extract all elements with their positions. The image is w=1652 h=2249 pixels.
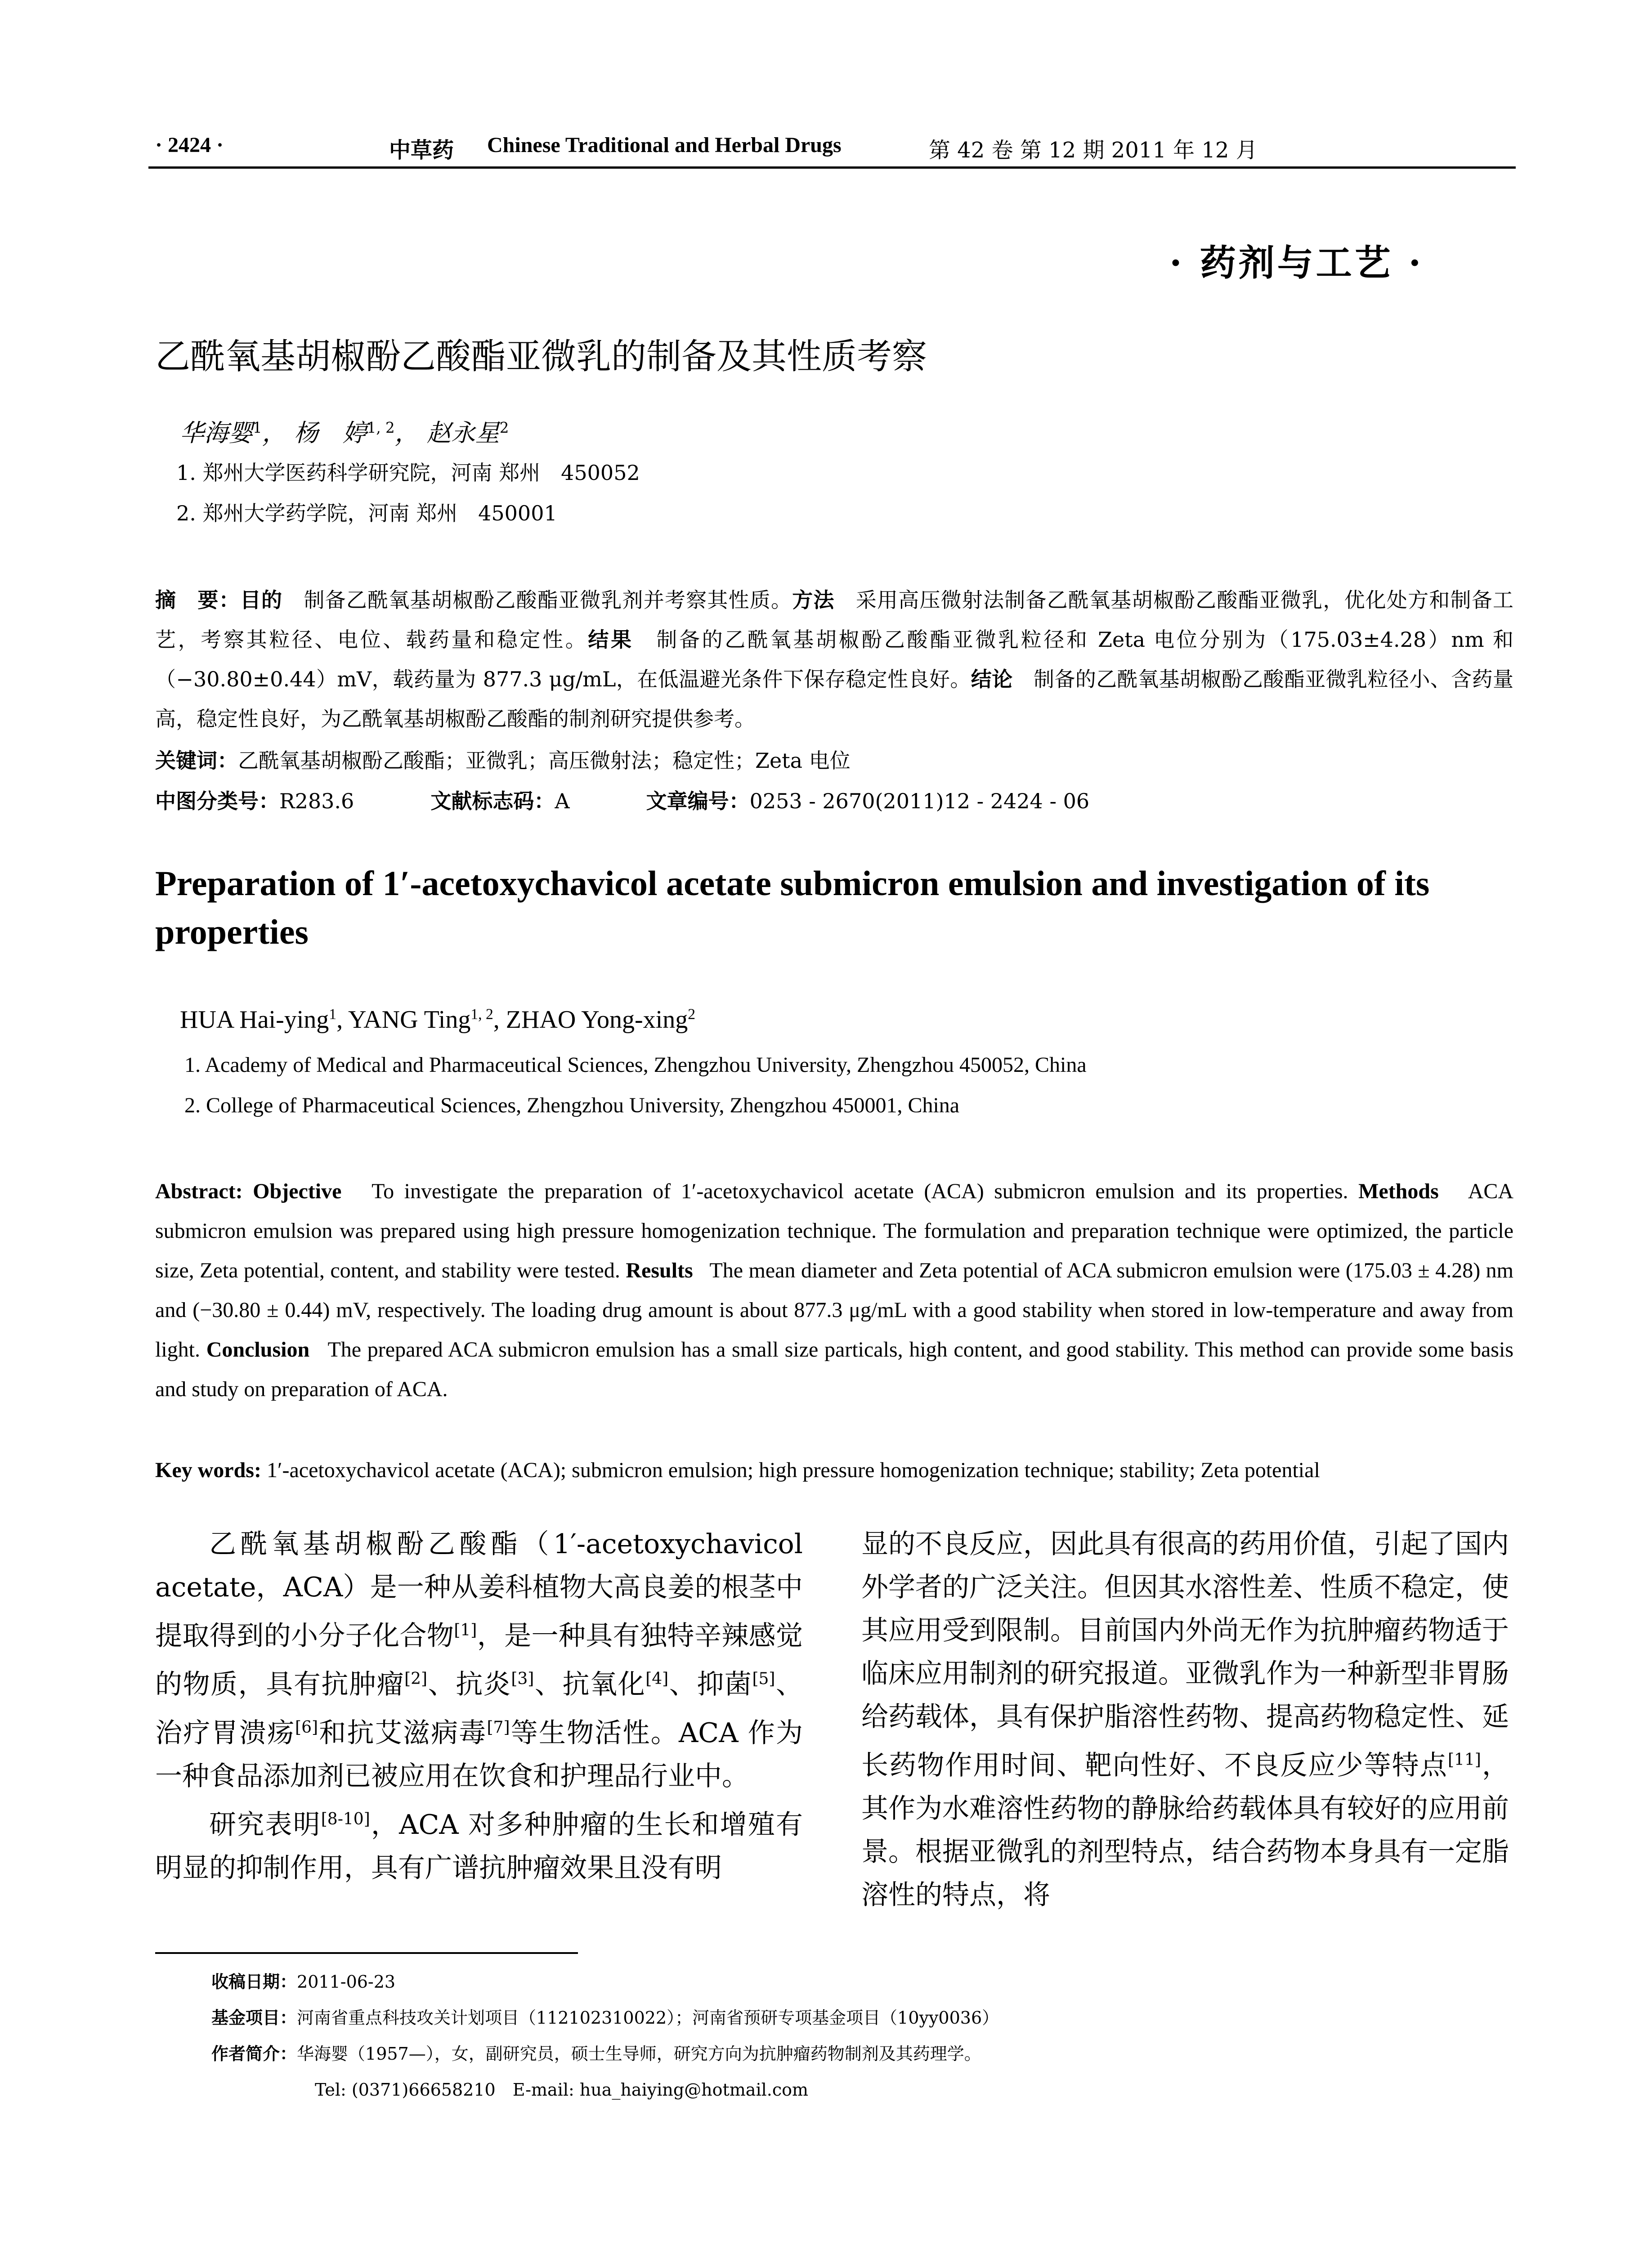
citation-mark: [2]	[404, 1670, 428, 1688]
footnote-received	[211, 1968, 395, 1993]
body-text: ，其作为水难溶性药物的静脉给药载体具有较好的应用前景。根据亚微乳的剂型特点，结合药物本身具有一定脂溶性的特点，将	[861, 1750, 1509, 1911]
footnote-rule	[155, 1952, 578, 1954]
running-header	[155, 133, 1518, 169]
body-text: 、治疗胃溃疡	[155, 1669, 803, 1749]
received-date: 2011-06-23	[297, 1972, 396, 1992]
body-text: 乙酰氧基胡椒酚乙酸酯（1′-acetoxychavicol acetate，ACA）是一种从姜科植物大高良姜的根茎中提取得到的小分子化合物	[155, 1528, 803, 1652]
doc-code-value: A	[555, 789, 570, 813]
clc-value: R283.6	[279, 789, 354, 813]
citation-mark: [6]	[295, 1718, 318, 1737]
english-keywords	[155, 1451, 1513, 1490]
author-name: YANG Ting	[348, 1006, 471, 1034]
author-affiliation-mark: 1	[329, 1006, 337, 1023]
author-affiliation-mark: 2	[499, 419, 509, 436]
citation-mark: [7]	[487, 1718, 510, 1737]
article-no-label: 文章编号：	[646, 789, 750, 813]
english-authors	[180, 1005, 695, 1034]
objective-text: 制备乙酰氧基胡椒酚乙酸酯亚微乳剂并考察其性质。	[282, 588, 792, 612]
objective-text: To investigate the preparation of 1′-acetoxychavicol acetate (ACA) submicron emulsion and its properties.	[372, 1179, 1348, 1203]
body-column-right	[861, 1523, 1509, 1917]
conclusion-text: The prepared ACA submicron emulsion has a small size particals, high content, and good stability. This method can provide some basis and study on preparation of ACA.	[155, 1338, 1514, 1401]
methods-text: ACA submicron emulsion was prepared using high pressure homogenization technique. The formulation and preparation technique were optimized, the particle size, Zeta potential, content, and stability were tested.	[155, 1179, 1514, 1282]
author-affiliation-mark: 1	[253, 419, 262, 436]
classification-line	[155, 785, 1089, 815]
body-text: 等生物活性。ACA 作为一种食品添加剂已被应用在饮食和护理品行业中。	[155, 1717, 803, 1792]
header-rule	[148, 166, 1516, 169]
author-name: 杨 婷	[294, 419, 367, 447]
abstract-label: Abstract:	[155, 1179, 243, 1203]
citation-mark: [3]	[511, 1670, 534, 1688]
english-abstract	[155, 1172, 1513, 1409]
chinese-affiliation-1: 1. 郑州大学医药科学研究院，河南 郑州 450052	[176, 461, 640, 485]
body-paragraph	[861, 1523, 1509, 1917]
keywords-text: 乙酰氧基胡椒酚乙酸酯；亚微乳；高压微射法；稳定性；Zeta 电位	[238, 748, 851, 773]
body-text: 研究表明	[209, 1809, 321, 1841]
chinese-affiliation-2: 2. 郑州大学药学院，河南 郑州 450001	[176, 501, 557, 525]
objective-label: Objective	[253, 1179, 342, 1203]
methods-label: 方法	[792, 588, 835, 612]
author-affiliation-mark: 2	[688, 1006, 696, 1023]
english-affiliation-1: 1. Academy of Medical and Pharmaceutical Sciences, Zhengzhou University, Zhengzhou 450052, China	[184, 1053, 1087, 1077]
conclusion-label: Conclusion	[206, 1338, 310, 1362]
conclusion-text: 制备的乙酰氧基胡椒酚乙酸酯亚微乳粒径小、含药量高，稳定性良好，为乙酰氧基胡椒酚乙酸酯的制剂研究提供参考。	[155, 667, 1514, 731]
chinese-keywords	[155, 744, 851, 774]
results-text: The mean diameter and Zeta potential of ACA submicron emulsion were (175.03 ± 4.28) nm and (−30.80 ± 0.44) mV, respectively. The loading drug amount is about 877.3 μg/mL with a good stability when stored in low-temperature and away from light.	[155, 1259, 1514, 1362]
abstract-label: 摘 要：	[155, 588, 240, 612]
clc-label: 中图分类号：	[155, 789, 279, 813]
author-separator: ,	[336, 1006, 349, 1034]
body-column-left	[155, 1523, 803, 1890]
section-label: · 药剂与工艺 ·	[1169, 242, 1424, 284]
author-name: 华海婴	[180, 419, 253, 447]
citation-mark: [11]	[1448, 1751, 1481, 1769]
fund-label: 基金项目：	[211, 2008, 297, 2028]
results-text: 制备的乙酰氧基胡椒酚乙酸酯亚微乳粒径和 Zeta 电位分别为（175.03±4.28）nm 和（−30.80±0.44）mV，载药量为 877.3 μg/mL，在低温避光条件下保存稳定性良好。	[155, 627, 1513, 691]
page-number: · 2424 ·	[155, 133, 224, 157]
author-name: 赵永星	[426, 419, 500, 447]
chinese-title: 乙酰氧基胡椒酚乙酸酯亚微乳的制备及其性质考察	[155, 336, 927, 377]
english-title: Preparation of 1′-acetoxychavicol acetate submicron emulsion and investigation of its properties	[155, 864, 1430, 951]
received-label: 收稿日期：	[211, 1972, 297, 1992]
citation-mark: [1]	[454, 1621, 477, 1640]
article-no-value: 0253 - 2670(2011)12 - 2424 - 06	[749, 789, 1090, 813]
bio-text: 华海婴（1957—），女，副研究员，硕士生导师，研究方向为抗肿瘤药物制剂及其药理学。	[297, 2044, 981, 2064]
author-affiliation-mark: 1, 2	[367, 419, 395, 436]
conclusion-label: 结论	[971, 667, 1013, 691]
author-separator: ,	[493, 1006, 506, 1034]
body-text: ，是一种具有独特辛辣感觉的物质，具有抗肿瘤	[155, 1620, 803, 1700]
body-text: 、抑菌	[668, 1669, 752, 1700]
footnote-bio	[211, 2040, 981, 2065]
objective-label: 目的	[240, 588, 283, 612]
chinese-authors: 华海婴$^1$， 杨 婷$^{1, 2}$， 赵永星$^2$	[180, 419, 509, 447]
author-name: ZHAO Yong-xing	[506, 1006, 688, 1034]
body-text: 和抗艾滋病毒	[318, 1717, 487, 1749]
fund-text: 河南省重点科技攻关计划项目（112102310022）；河南省预研专项基金项目（10yy0036）	[297, 2008, 999, 2028]
english-affiliation-2: 2. College of Pharmaceutical Sciences, Zhengzhou University, Zhengzhou 450001, China	[184, 1093, 960, 1117]
body-text: 、抗氧化	[534, 1669, 646, 1700]
body-text: 、抗炎	[427, 1669, 511, 1700]
author-name: HUA Hai-ying	[180, 1006, 329, 1034]
footnote-contact: Tel: (0371)66658210 E-mail: hua_haiying@hotmail.com	[315, 2080, 809, 2100]
keywords-label: Key words:	[155, 1458, 261, 1482]
author-affiliation-mark: 1, 2	[470, 1006, 493, 1023]
citation-mark: [5]	[752, 1670, 775, 1688]
body-paragraph	[155, 1798, 803, 1890]
issue-info: 第 42 卷 第 12 期 2011 年 12 月	[929, 138, 1258, 163]
body-text: ，ACA 对多种肿瘤的生长和增殖有明显的抑制作用，具有广谱抗肿瘤效果且没有明	[155, 1809, 803, 1884]
results-label: 结果	[588, 627, 634, 652]
methods-text: 采用高压微射法制备乙酰氧基胡椒酚乙酸酯亚微乳，优化处方和制备工艺，考察其粒径、电位、载药量和稳定性。	[155, 588, 1514, 652]
citation-mark: [8-10]	[321, 1810, 370, 1828]
results-label: Results	[626, 1259, 693, 1282]
journal-name-en: Chinese Traditional and Herbal Drugs	[487, 133, 842, 157]
body-text: 显的不良反应，因此具有很高的药用价值，引起了国内外学者的广泛关注。但因其水溶性差、性质不稳定，使其应用受到限制。目前国内外尚无作为抗肿瘤药物适于临床应用制剂的研究报道。亚微乳作为一种新型非胃肠给药载体，具有保护脂溶性药物、提高药物稳定性、延长药物作用时间、靶向性好、不良反应少等特点	[861, 1528, 1509, 1781]
body-paragraph	[155, 1523, 803, 1798]
doc-code-label: 文献标志码：	[430, 789, 555, 813]
keywords-label: 关键词：	[155, 748, 238, 773]
journal-name-cn: 中草药	[389, 138, 454, 163]
footnote-fund	[211, 2004, 999, 2029]
bio-label: 作者简介：	[211, 2044, 297, 2064]
citation-mark: [4]	[645, 1670, 669, 1688]
methods-label: Methods	[1358, 1179, 1439, 1203]
chinese-abstract	[155, 580, 1513, 739]
keywords-text: 1′-acetoxychavicol acetate (ACA); submicron emulsion; high pressure homogenization technique; stability; Zeta potential	[266, 1458, 1320, 1482]
